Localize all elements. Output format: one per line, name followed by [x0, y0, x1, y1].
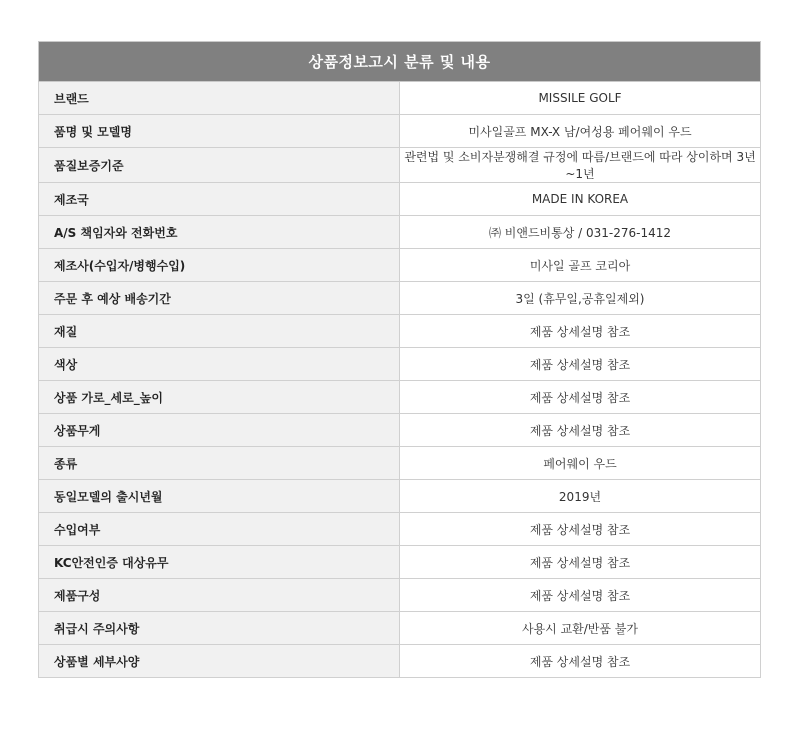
table-row [39, 579, 761, 612]
table-row [39, 513, 761, 546]
row-value: 미사일골프 MX-X 남/여성용 페어웨이 우드 [400, 115, 761, 148]
table-row [39, 414, 761, 447]
row-label: 수입여부 [39, 513, 400, 546]
row-value: 제품 상세설명 참조 [400, 546, 761, 579]
row-label: 품질보증기준 [39, 148, 400, 183]
row-label: KC안전인증 대상유무 [39, 546, 400, 579]
table-row [39, 546, 761, 579]
table-row [39, 216, 761, 249]
row-label: 재질 [39, 315, 400, 348]
row-value: 미사일 골프 코리아 [400, 249, 761, 282]
row-label: A/S 책임자와 전화번호 [39, 216, 400, 249]
row-value: 사용시 교환/반품 불가 [400, 612, 761, 645]
row-value: 제품 상세설명 참조 [400, 513, 761, 546]
row-label: 상품별 세부사양 [39, 645, 400, 678]
table-row [39, 315, 761, 348]
table-row [39, 612, 761, 645]
row-value: 제품 상세설명 참조 [400, 645, 761, 678]
table-row [39, 447, 761, 480]
row-value: 제품 상세설명 참조 [400, 579, 761, 612]
row-label: 주문 후 예상 배송기간 [39, 282, 400, 315]
table-row [39, 381, 761, 414]
row-label: 동일모델의 출시년월 [39, 480, 400, 513]
table-header-row [39, 42, 761, 82]
row-value: 제품 상세설명 참조 [400, 381, 761, 414]
row-value: MADE IN KOREA [400, 183, 761, 216]
row-label: 종류 [39, 447, 400, 480]
row-label: 상품 가로_세로_높이 [39, 381, 400, 414]
row-label: 상품무게 [39, 414, 400, 447]
table-row [39, 82, 761, 115]
row-value: 제품 상세설명 참조 [400, 315, 761, 348]
table-row [39, 348, 761, 381]
table-row [39, 115, 761, 148]
row-label: 브랜드 [39, 82, 400, 115]
row-label: 취급시 주의사항 [39, 612, 400, 645]
row-label: 제조국 [39, 183, 400, 216]
product-info-table [38, 41, 761, 678]
row-label: 제품구성 [39, 579, 400, 612]
row-value: 3일 (휴무일,공휴일제외) [400, 282, 761, 315]
row-value: MISSILE GOLF [400, 82, 761, 115]
table-row [39, 148, 761, 183]
table-row [39, 282, 761, 315]
row-value: 제품 상세설명 참조 [400, 414, 761, 447]
row-label: 색상 [39, 348, 400, 381]
row-value: 제품 상세설명 참조 [400, 348, 761, 381]
row-value: 관련법 및 소비자분쟁해결 규정에 따름/브랜드에 따라 상이하며 3년~1년 [400, 148, 761, 183]
row-value: 페어웨이 우드 [400, 447, 761, 480]
table-row [39, 480, 761, 513]
row-label: 품명 및 모델명 [39, 115, 400, 148]
row-value: ㈜ 비앤드비통상 / 031-276-1412 [400, 216, 761, 249]
table-title: 상품정보고시 분류 및 내용 [39, 42, 761, 82]
table-row [39, 249, 761, 282]
row-label: 제조사(수입자/병행수입) [39, 249, 400, 282]
table-row [39, 645, 761, 678]
row-value: 2019년 [400, 480, 761, 513]
table-row [39, 183, 761, 216]
